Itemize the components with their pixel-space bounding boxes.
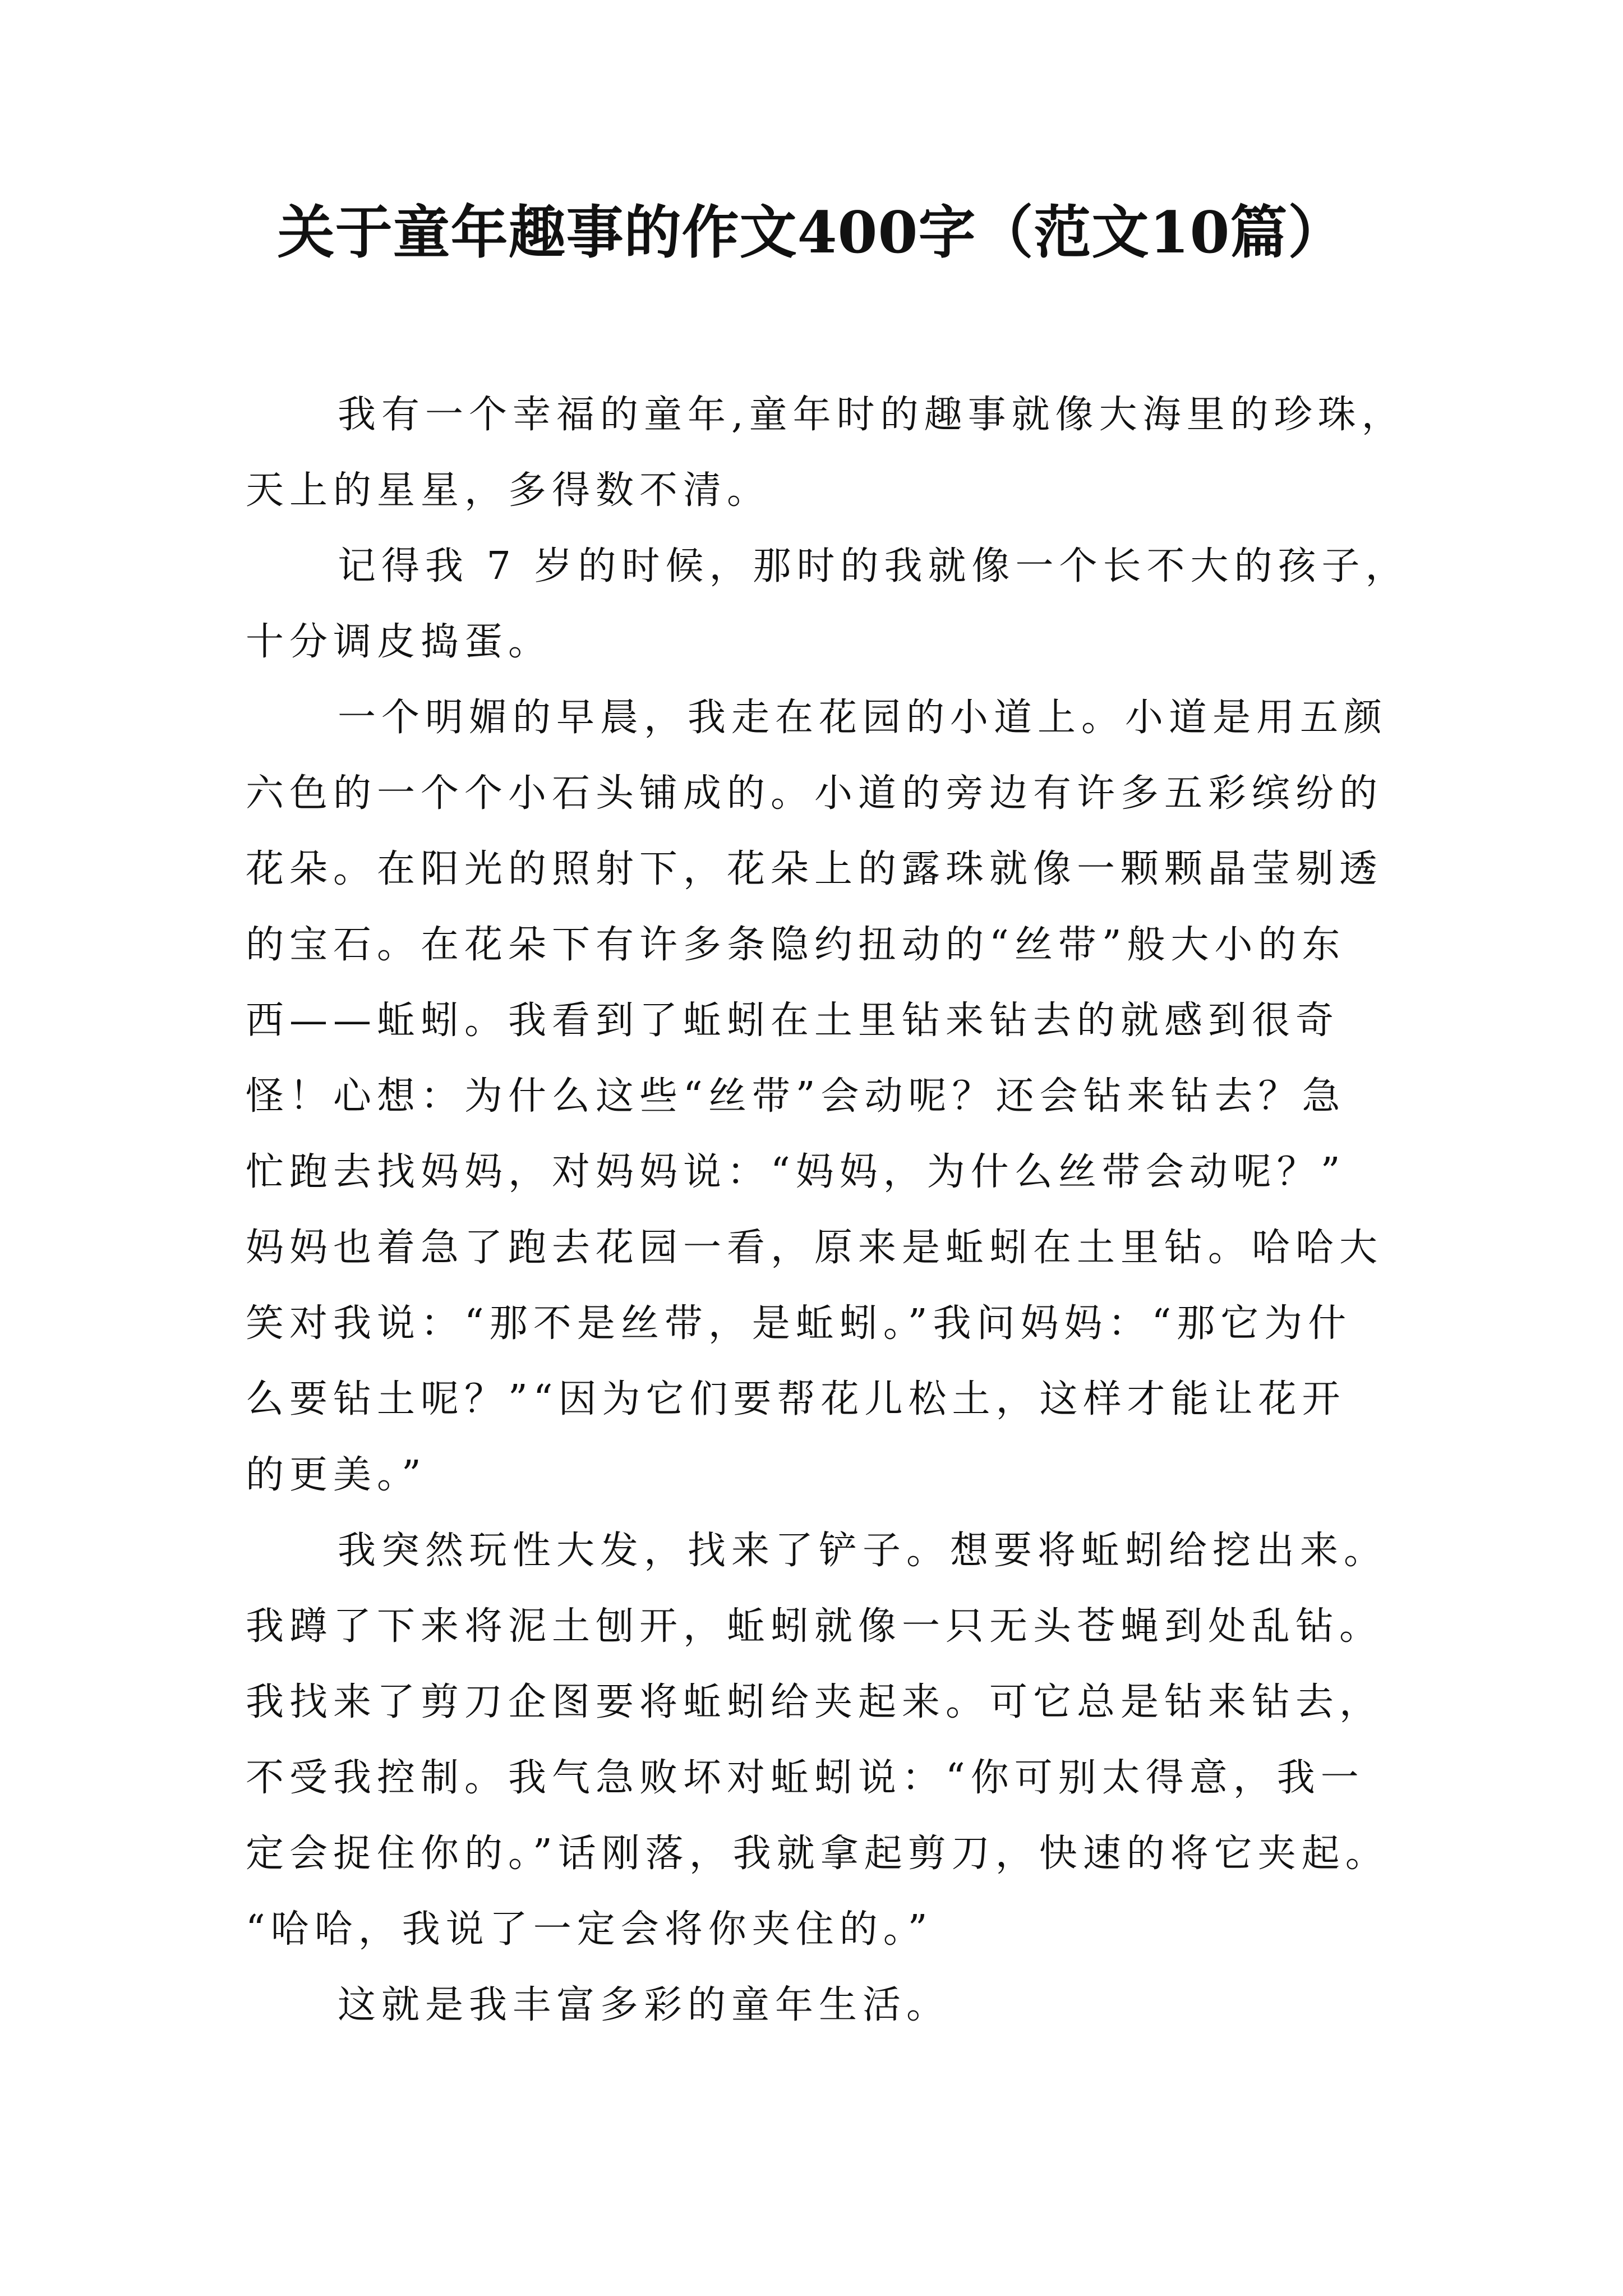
text-line: 忙跑去找妈妈，对妈妈说：“妈妈，为什么丝带会动呢？” — [246, 1150, 1346, 1194]
text-line: 六色的一个个小石头铺成的。小道的旁边有许多五彩缤纷的 — [246, 771, 1384, 816]
text-line: 记得我 7 岁的时候，那时的我就像一个长不大的孩子， — [338, 544, 1409, 588]
text-line: 一个明媚的早晨，我走在花园的小道上。小道是用五颜 — [338, 696, 1388, 740]
text-line: 花朵。在阳光的照射下，花朵上的露珠就像一颗颗晶莹剔透 — [246, 847, 1384, 891]
text-line: 妈妈也着急了跑去花园一看，原来是蚯蚓在土里钻。哈哈大 — [246, 1226, 1384, 1270]
text-line: 这就是我丰富多彩的童年生活。 — [338, 1983, 951, 2027]
text-line: 西——蚯蚓。我看到了蚯蚓在土里钻来钻去的就感到很奇 — [246, 999, 1340, 1043]
text-line: 我蹲了下来将泥土刨开，蚯蚓就像一只无头苍蝇到处乱钻。 — [246, 1604, 1384, 1649]
text-line: 十分调皮捣蛋。 — [246, 620, 552, 664]
text-line: “哈哈，我说了一定会将你夹住的。” — [246, 1907, 933, 1952]
text-line: 我有一个幸福的童年,童年时的趣事就像大海里的珍珠， — [338, 393, 1405, 437]
text-line: 我找来了剪刀企图要将蚯蚓给夹起来。可它总是钻来钻去， — [246, 1680, 1384, 1724]
text-line: 怪！心想：为什么这些“丝带”会动呢？还会钻来钻去？急 — [246, 1074, 1346, 1119]
text-line: 笑对我说：“那不是丝带，是蚯蚓。”我问妈妈：“那它为什 — [246, 1301, 1352, 1346]
text-line: 么要钻土呢？”“因为它们要帮花儿松土，这样才能让花开 — [246, 1377, 1346, 1421]
text-line: 的宝石。在花朵下有许多条隐约扭动的“丝带”般大小的东 — [246, 923, 1346, 967]
text-line: 天上的星星，多得数不清。 — [246, 468, 771, 513]
text-line: 不受我控制。我气急败坏对蚯蚓说：“你可别太得意，我一 — [246, 1756, 1364, 1800]
text-line: 定会捉住你的。”话刚落，我就拿起剪刀，快速的将它夹起。 — [246, 1832, 1389, 1876]
text-line: 的更美。” — [246, 1453, 427, 1497]
text-line: 我突然玩性大发，找来了铲子。想要将蚯蚓给挖出来。 — [338, 1529, 1388, 1573]
document-title: 关于童年趣事的作文400字（范文10篇） — [277, 199, 1346, 266]
